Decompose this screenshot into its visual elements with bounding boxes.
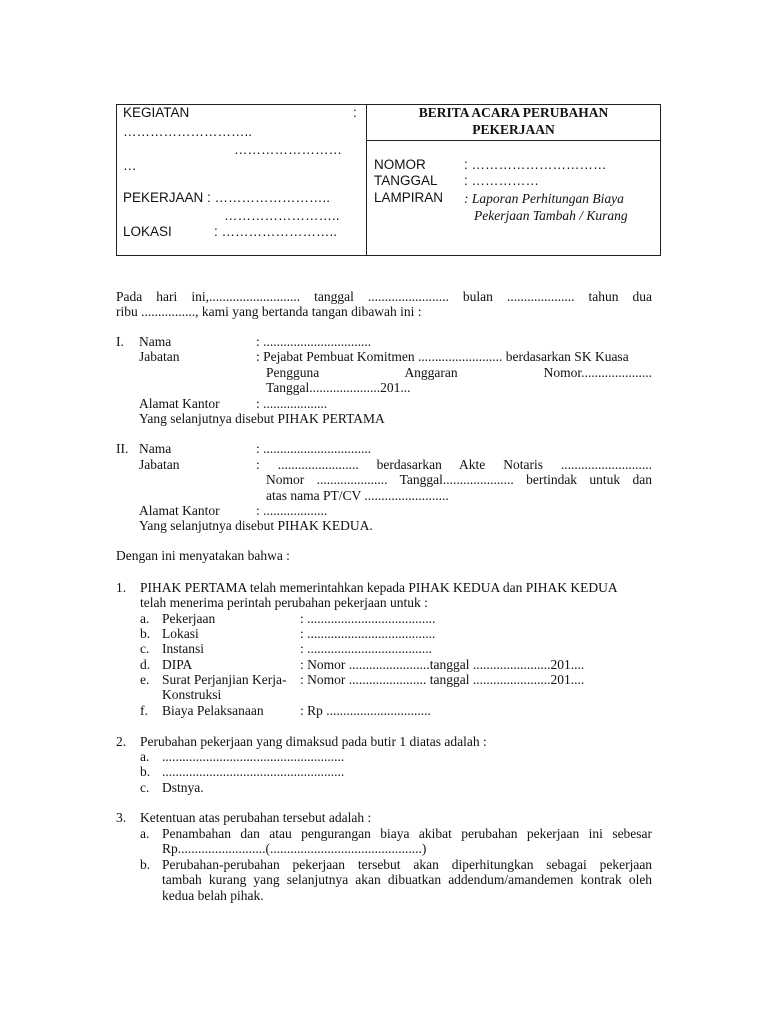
point1-item-c-letter: c. (140, 641, 150, 656)
lokasi-label: LOKASI (123, 224, 172, 239)
party1-number: I. (116, 334, 124, 349)
party2-selanjutnya: Yang selanjutnya disebut PIHAK KEDUA. (139, 518, 373, 533)
lampiran-label: LAMPIRAN (374, 190, 444, 205)
point3-item-b-line-1: Perubahan-perubahan pekerjaan tersebut akan diperhitungkan sebagai pekerjaan (162, 857, 653, 872)
document-title-line-1: BERITA ACARA PERUBAHAN (418, 105, 609, 120)
party1-jabatan-line-3: Tanggal.....................201... (266, 380, 411, 395)
point1-number: 1. (116, 580, 127, 595)
party2-jabatan-label: Jabatan (139, 457, 180, 472)
point1-item-b-letter: b. (140, 626, 151, 641)
pekerjaan-dots-2: …………………….. (224, 208, 340, 223)
statement: Dengan ini menyatakan bahwa : (116, 548, 290, 563)
point2-line-1: Perubahan pekerjaan yang dimaksud pada butir 1 diatas adalah : (140, 734, 487, 749)
kegiatan-dots-1: ……………………….. (123, 124, 253, 139)
point1-item-f-label: Biaya Pelaksanaan (162, 703, 264, 718)
point1-item-c-label: Instansi (162, 641, 204, 656)
point2-number: 2. (116, 734, 127, 749)
point3-line-1: Ketentuan atas perubahan tersebut adalah : (140, 810, 372, 825)
point1-item-b-value: : ...................................... (300, 626, 436, 641)
point1-item-e-label: Surat Perjanjian Kerja- (162, 672, 287, 687)
party2-jabatan-line-1: : ........................ berdasarkan Akte Notaris ........................... (256, 457, 653, 472)
lampiran-value-2: Pekerjaan Tambah / Kurang (474, 208, 628, 223)
tanggal-value: : …………… (464, 173, 540, 188)
party1-jabatan-line-1: : Pejabat Pembuat Komitmen ......................... berdasarkan SK Kuasa (256, 349, 629, 364)
point1-item-a-value: : ...................................... (300, 611, 436, 626)
point3-item-b-letter: b. (140, 857, 151, 872)
point2-item-a-text: ...................................................... (162, 749, 345, 764)
point3-item-b-line-2: tambah kurang yang selanjutnya akan dibuatkan addendum/amandemen kontrak oleh (162, 872, 653, 887)
party2-alamat-value: : ................... (256, 503, 328, 518)
point1-item-a-label: Pekerjaan (162, 611, 216, 626)
point1-line-1: PIHAK PERTAMA telah memerintahkan kepada PIHAK KEDUA dan PIHAK KEDUA (140, 580, 618, 595)
party1-alamat-value: : ................... (256, 396, 328, 411)
party2-nama-value: : ................................ (256, 441, 372, 456)
kegiatan-dots-3: … (123, 158, 137, 173)
party1-nama-label: Nama (139, 334, 172, 349)
point2-item-c-text: Dstnya. (162, 780, 204, 795)
point2-item-b-text: ...................................................... (162, 764, 345, 779)
tanggal-label: TANGGAL (374, 173, 438, 188)
point3-item-a-line-2: Rp..........................(.............................................) (162, 841, 427, 856)
point1-item-d-label: DIPA (162, 657, 193, 672)
pekerjaan-label: PEKERJAAN : …………………….. (123, 190, 331, 205)
party1-selanjutnya: Yang selanjutnya disebut PIHAK PERTAMA (139, 411, 385, 426)
point3-number: 3. (116, 810, 127, 825)
party2-jabatan-line-3: atas nama PT/CV ......................... (266, 488, 449, 503)
document-title-line-2: PEKERJAAN (472, 122, 555, 137)
point1-item-b-label: Lokasi (162, 626, 199, 641)
kegiatan-dots-2: …………………… (234, 142, 342, 157)
party1-alamat-label: Alamat Kantor (139, 396, 220, 411)
point1-line-2: telah menerima perintah perubahan pekerjaan untuk : (140, 595, 428, 610)
point1-item-a-letter: a. (140, 611, 150, 626)
kegiatan-colon: : (353, 105, 357, 120)
title-divider (366, 140, 661, 141)
point1-item-e-letter: e. (140, 672, 150, 687)
point2-item-c-letter: c. (140, 780, 150, 795)
party1-jabatan-line-2: Pengguna Anggaran Nomor..................... (266, 365, 652, 380)
intro-line-2: ribu ................, kami yang bertanda tangan dibawah ini : (116, 304, 422, 319)
point1-item-e-value: : Nomor ....................... tanggal .......................201.... (300, 672, 585, 687)
point1-item-d-value: : Nomor ........................tanggal .......................201.... (300, 657, 585, 672)
lampiran-value-1: : Laporan Perhitungan Biaya (464, 191, 624, 206)
party1-jabatan-label: Jabatan (139, 349, 180, 364)
point2-item-b-letter: b. (140, 764, 151, 779)
point3-item-b-line-3: kedua belah pihak. (162, 888, 264, 903)
point1-item-f-value: : Rp ............................... (300, 703, 431, 718)
point1-item-d-letter: d. (140, 657, 151, 672)
nomor-value: : ………………………… (464, 157, 607, 172)
point1-item-e-label-2: Konstruksi (162, 687, 222, 702)
point1-item-f-letter: f. (140, 703, 148, 718)
intro-line-1: Pada hari ini,........................... tanggal ........................ bulan .................... tahun dua (116, 289, 653, 304)
point2-item-a-letter: a. (140, 749, 150, 764)
party2-jabatan-line-2: Nomor ..................... Tanggal..................... bertindak untuk dan (266, 472, 653, 487)
lokasi-value: : …………………….. (214, 224, 338, 239)
point1-item-c-value: : ..................................... (300, 641, 433, 656)
kegiatan-label: KEGIATAN (123, 105, 190, 120)
nomor-label: NOMOR (374, 157, 426, 172)
point3-item-a-letter: a. (140, 826, 150, 841)
party2-nama-label: Nama (139, 441, 172, 456)
party2-alamat-label: Alamat Kantor (139, 503, 220, 518)
party1-nama-value: : ................................ (256, 334, 372, 349)
party2-number: II. (116, 441, 129, 456)
point3-item-a-line-1: Penambahan dan atau pengurangan biaya akibat perubahan pekerjaan ini sebesar (162, 826, 653, 841)
